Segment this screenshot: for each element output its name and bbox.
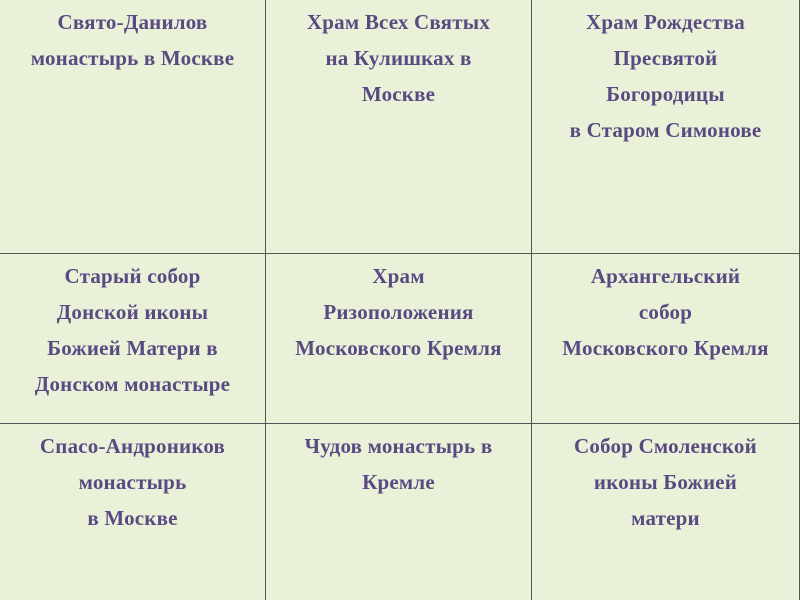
table-cell — [532, 254, 800, 424]
table-cell — [0, 0, 266, 254]
table-cell — [266, 424, 532, 600]
cell-text: Спасо-Андроников монастырь в Москве — [39, 434, 226, 530]
cell-text: Старый собор Донской иконы Божией Матери в Донском монастыре — [34, 264, 231, 396]
cell-text: Храм Рождества Пресвятой Богородицы в Старом Симонове — [569, 10, 762, 142]
cell-text: Свято-Данилов монастырь в Москве — [30, 10, 235, 70]
cell-text: Собор Смоленской иконы Божией матери — [574, 434, 757, 530]
table-cell — [0, 424, 266, 600]
cell-text: Храм Всех Святых на Кулишках в Москве — [306, 10, 491, 106]
cell-text: Архангельский собор Московского Кремля — [562, 264, 769, 360]
table-cell — [266, 0, 532, 254]
table-cell — [532, 424, 800, 600]
table-cell — [266, 254, 532, 424]
table-cell — [0, 254, 266, 424]
cell-text: Чудов монастырь в Кремле — [304, 434, 493, 494]
cell-text: Храм Ризоположения Московского Кремля — [295, 264, 502, 360]
table-cell — [532, 0, 800, 254]
